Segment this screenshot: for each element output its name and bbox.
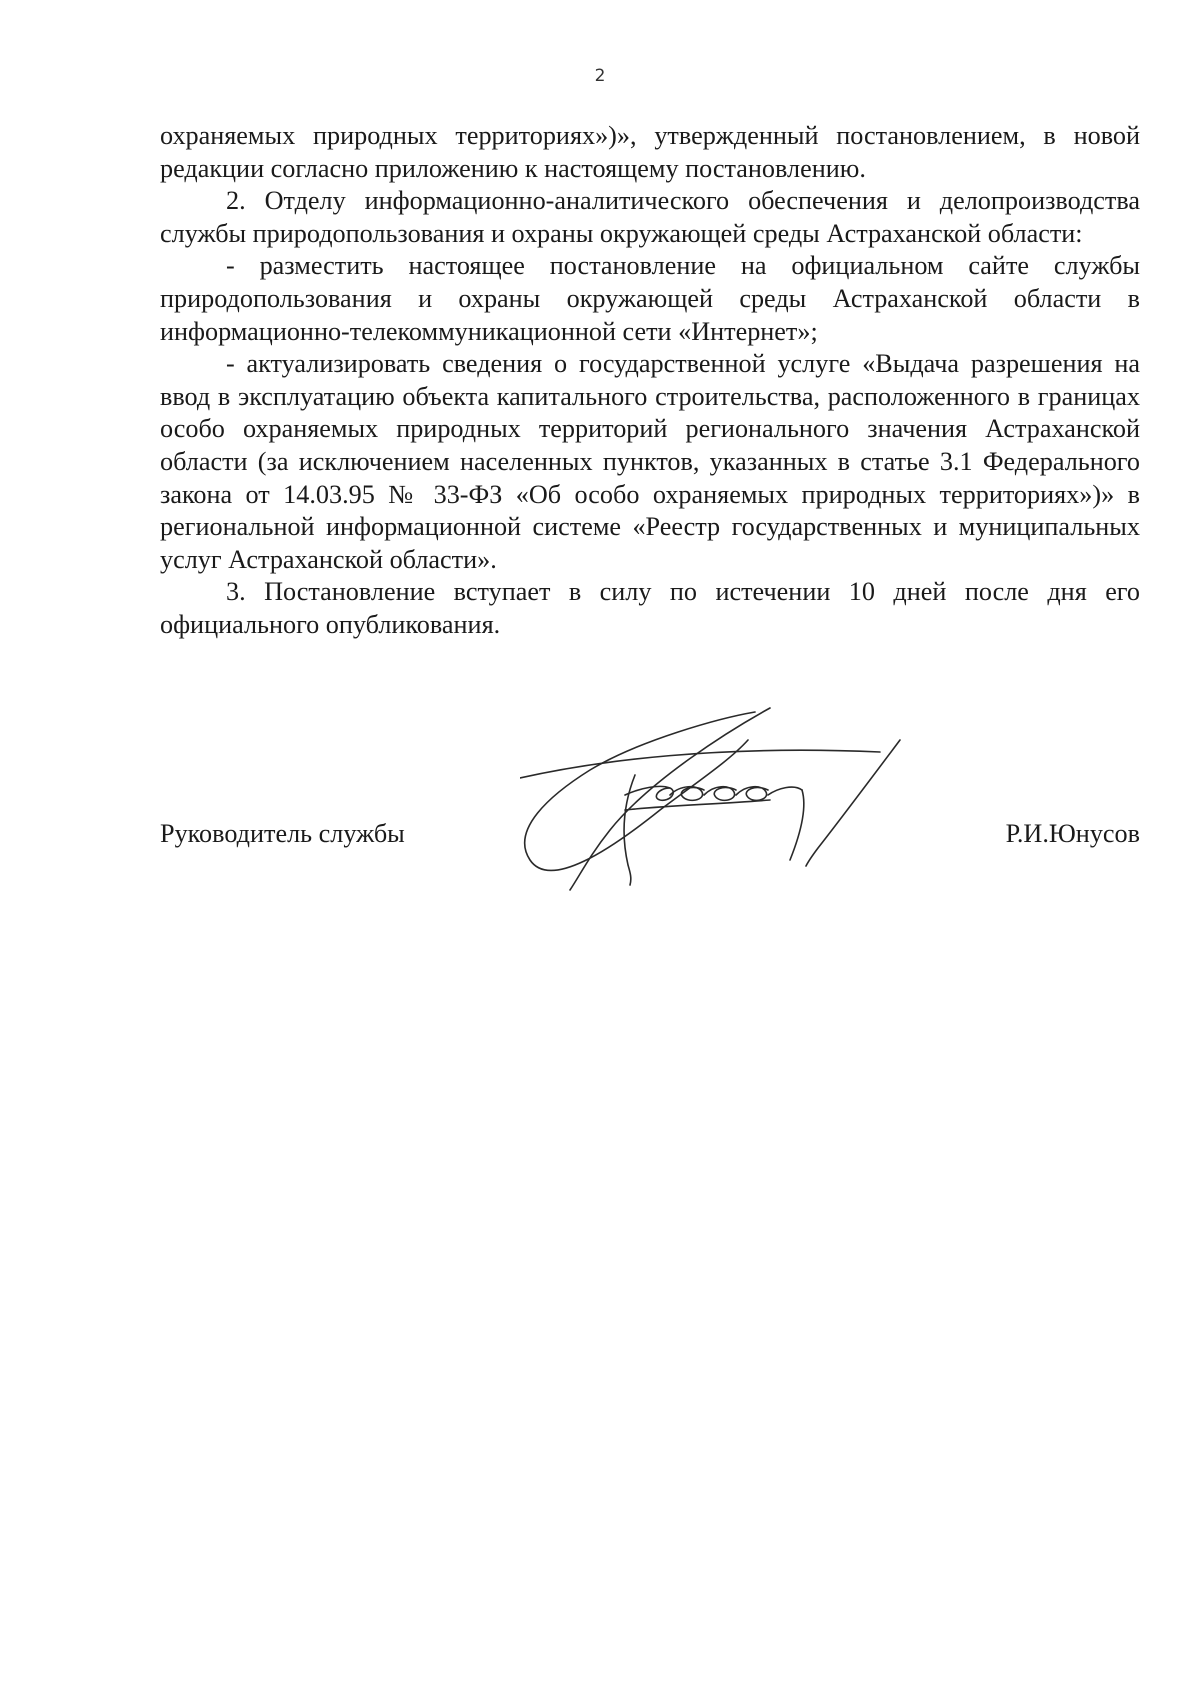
page-number: 2 bbox=[594, 66, 606, 86]
signatory-name: Р.И.Юнусов bbox=[1005, 819, 1140, 848]
document-body bbox=[160, 120, 1140, 642]
paragraph-item-2: 2. Отделу информационно-аналитического обеспечения и делопроизводства службы природопользования и охраны окружающей среды Астраханской области: bbox=[160, 186, 1140, 248]
paragraph-continuation: охраняемых природных территориях»)», утвержденный постановлением, в новой редакции согласно приложению к настоящему постановлению. bbox=[160, 121, 1140, 183]
paragraph-item-3: 3. Постановление вступает в силу по истечении 10 дней после дня его официального опубликования. bbox=[160, 577, 1140, 639]
paragraph-bullet-publish: - разместить настоящее постановление на официальном сайте службы природопользования и охраны окружающей среды Астраханской области в информационно-телекоммуникационной сети «Интернет»; bbox=[160, 251, 1140, 346]
paragraph-bullet-update: - актуализировать сведения о государственной услуге «Выдача разрешения на ввод в эксплуатацию объекта капитального строительства, расположенного в границах особо охраняемых природных территорий регионального значения Астраханской области (за исключением населенных пунктов, указанных в статье 3.1 Федерального закона от 14.03.95 № 33-ФЗ «Об особо охраняемых природных территориях»)» в региональной информационной системе «Реестр государственных и муниципальных услуг Астраханской области». bbox=[160, 349, 1140, 574]
signatory-position: Руководитель службы bbox=[160, 819, 405, 848]
handwritten-signature-icon bbox=[520, 700, 960, 900]
